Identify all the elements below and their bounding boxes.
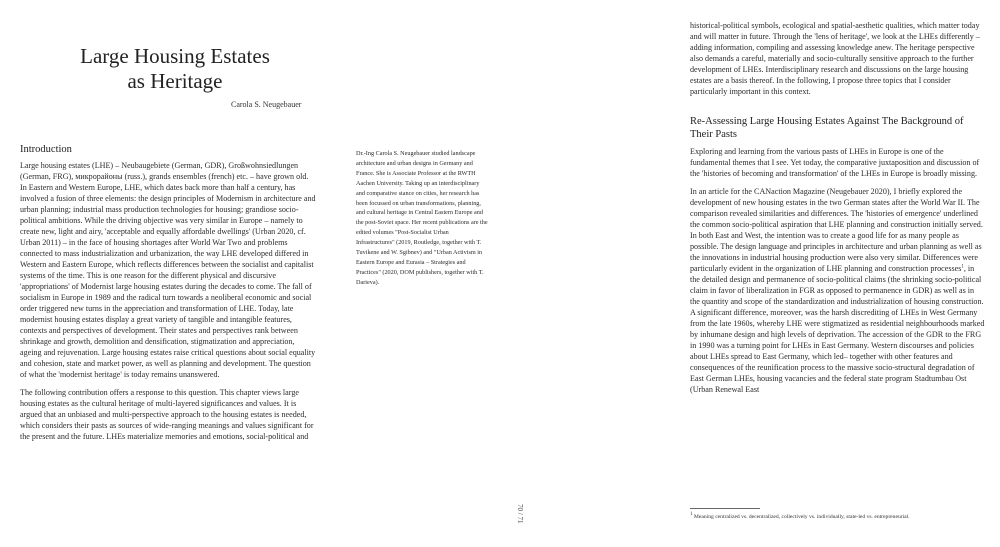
introduction-paragraph-1: Large housing estates (LHE) – Neubaugebiete (German, GDR), Großwohnsiedlungen (German, FRG), микрорайоны (russ.), grands ensembles (french) etc. – have grown old. In Eastern and Western Europe, LHE, which dates back more than half a century, has involved a fusion of three elements: the design principles of Modernism in architecture and urban planning; industrial mass production technologies for housing; grandiose socio-political ambitions. While the driving objective was very similar in Europe – namely to create new, light and airy, 'acceptable and equally affordable dwellings' (Urban 2020, cf. Urban 2011) – in the face of housing shortages after World War Two and problems connected to mass industrialization and urbanization, the way LHE developed differed in Western and Eastern Europe, which reflects differences between the socialist and capitalist systems of the time. This is one reason for the different physical and discursive 'appropriations' of Modernist large housing estates during the decades to come. The fall of socialism in Europe in 1989 and the radical turn towards a neoliberal economic and social order triggered new turns in the appreciation and transformation of LHE. Today, late modernist housing estates display a great variety of tangible and intangible features, contexts and perspectives of development. Their states and perspectives rank between shrinkage and growth, demolition and densification, stigmatization and appreciation, ageing and rejuvenation. Large housing estates raise critical questions about social equality and cohesion, state and market power, as well as planning and development. The question of what the 'modernist heritage' is today remains unanswered. [20, 161, 316, 379]
footnote [690, 513, 990, 521]
right-page-column [690, 20, 986, 395]
title-line-2: as Heritage [127, 69, 223, 93]
author-bio-text: Dr.-Ing Carola S. Neugebauer studied landscape architecture and urban designs in Germany and France. She is Associate Professor at the RWTH Aachen University. Taking up an interdisciplinary and comparative stance on cities, her research has been focussed on urban transformations, planning, and cultural heritage in Central Eastern Europe and the post-Soviet space. Her recent publications are the edited volumes "Post-Socialist Urban Infrastructures" (2019, Routledge, together with T. Tuvikene and W. Sgibnev) and "Urban Activism in Eastern Europe and Eurasia – Strategies and Practices" (2020, DOM publishers, together with T. Darieva). [356, 150, 488, 286]
section-paragraph-2-part-b: , in the detailed design and permanence of socio-political claims (the shrinking socio-political claim in favor of liberalization in FGR as opposed to permanence in GDR) as well as in the quantity and scope of the standardization and industrialization of housing construction. A significant difference, moreover, was the harsh discrediting of LHEs in West Germany from the late 1960s, whereby LHE were stigmatized as residential neighbourhoods marked by inhumane design and high levels of deprivation. The accession of the GDR to the FRG in 1990 was a turning point for LHEs in East Germany. Western discourses and policies about LHEs spread to East Germany, which led– together with other features and consequences of the reunification process to the massive socio-structural degradation of East German LHEs, housing vacancies and the federal state program Stadtumbau Ost (Urban Renewal East [690, 264, 985, 394]
continued-paragraph: historical-political symbols, ecological and spatial-aesthetic qualities, which matter today and will matter in future. Through the 'lens of heritage', we look at the LHEs differently – adding information, compiling and assessing knowledge anew. The heritage perspective also demands a careful, materially and socio-culturally sensitive approach to the further development of LHEs. Interdisciplinary research and discussions on the large housing estates are a basis thereof. In the following, I propose three topics that I consider particularly important in this context. [690, 21, 980, 96]
footnote-text: Meaning centralized vs. decentralized, collectively vs. individually, state-led vs. entrepreneurial. [693, 514, 910, 520]
article-title [40, 44, 310, 94]
introduction-heading: Introduction [20, 144, 72, 155]
footnote-reference[interactable]: 1 [961, 264, 964, 270]
footnote-divider [690, 508, 760, 509]
page-numbers: 70 / 71 [516, 504, 524, 524]
footnote-marker: 1 [690, 512, 693, 518]
section-paragraph-2-part-a: In an article for the CANaction Magazine (Neugebauer 2020), I briefly explored the development of new housing estates in the two German states after the World War II. The comparison revealed similarities and differences. The 'histories of emergence' underlined the common socio-political aspiration that LHE planning and construction initially served. In both East and West, the intention was to create a good life for as many people as possible. The design language and principles in architecture and urban planning as well as the innovations in industrial housing production were also very similar. Differences were particularly evident in the organization of LHE planning and construction processes [690, 187, 983, 273]
section-paragraph-2 [690, 186, 986, 395]
section-paragraph-1: Exploring and learning from the various pasts of LHEs in Europe is one of the fundamental themes that I see. Yet today, the comparative juxtaposition and discussion of the 'histories of becoming and transformation' of the LHEs in Europe is broadly missing. [690, 147, 980, 178]
author-bio [356, 149, 488, 288]
section-heading: Re-Assessing Large Housing Estates Against The Background of Their Pasts [690, 116, 964, 140]
left-page-column [20, 143, 316, 442]
author-name: Carola S. Neugebauer [231, 100, 302, 109]
introduction-paragraph-2: The following contribution offers a response to this question. This chapter views large housing estates as the cultural heritage of multi-layered significances and values. It is argued that an unbiased and multi-perspective approach to the housing estates is needed, which considers their pasts as sources of wide-ranging meanings and values significant for the present and the future. LHEs materialize memories and emotions, social-political and [20, 388, 314, 441]
title-line-1: Large Housing Estates [80, 44, 270, 68]
